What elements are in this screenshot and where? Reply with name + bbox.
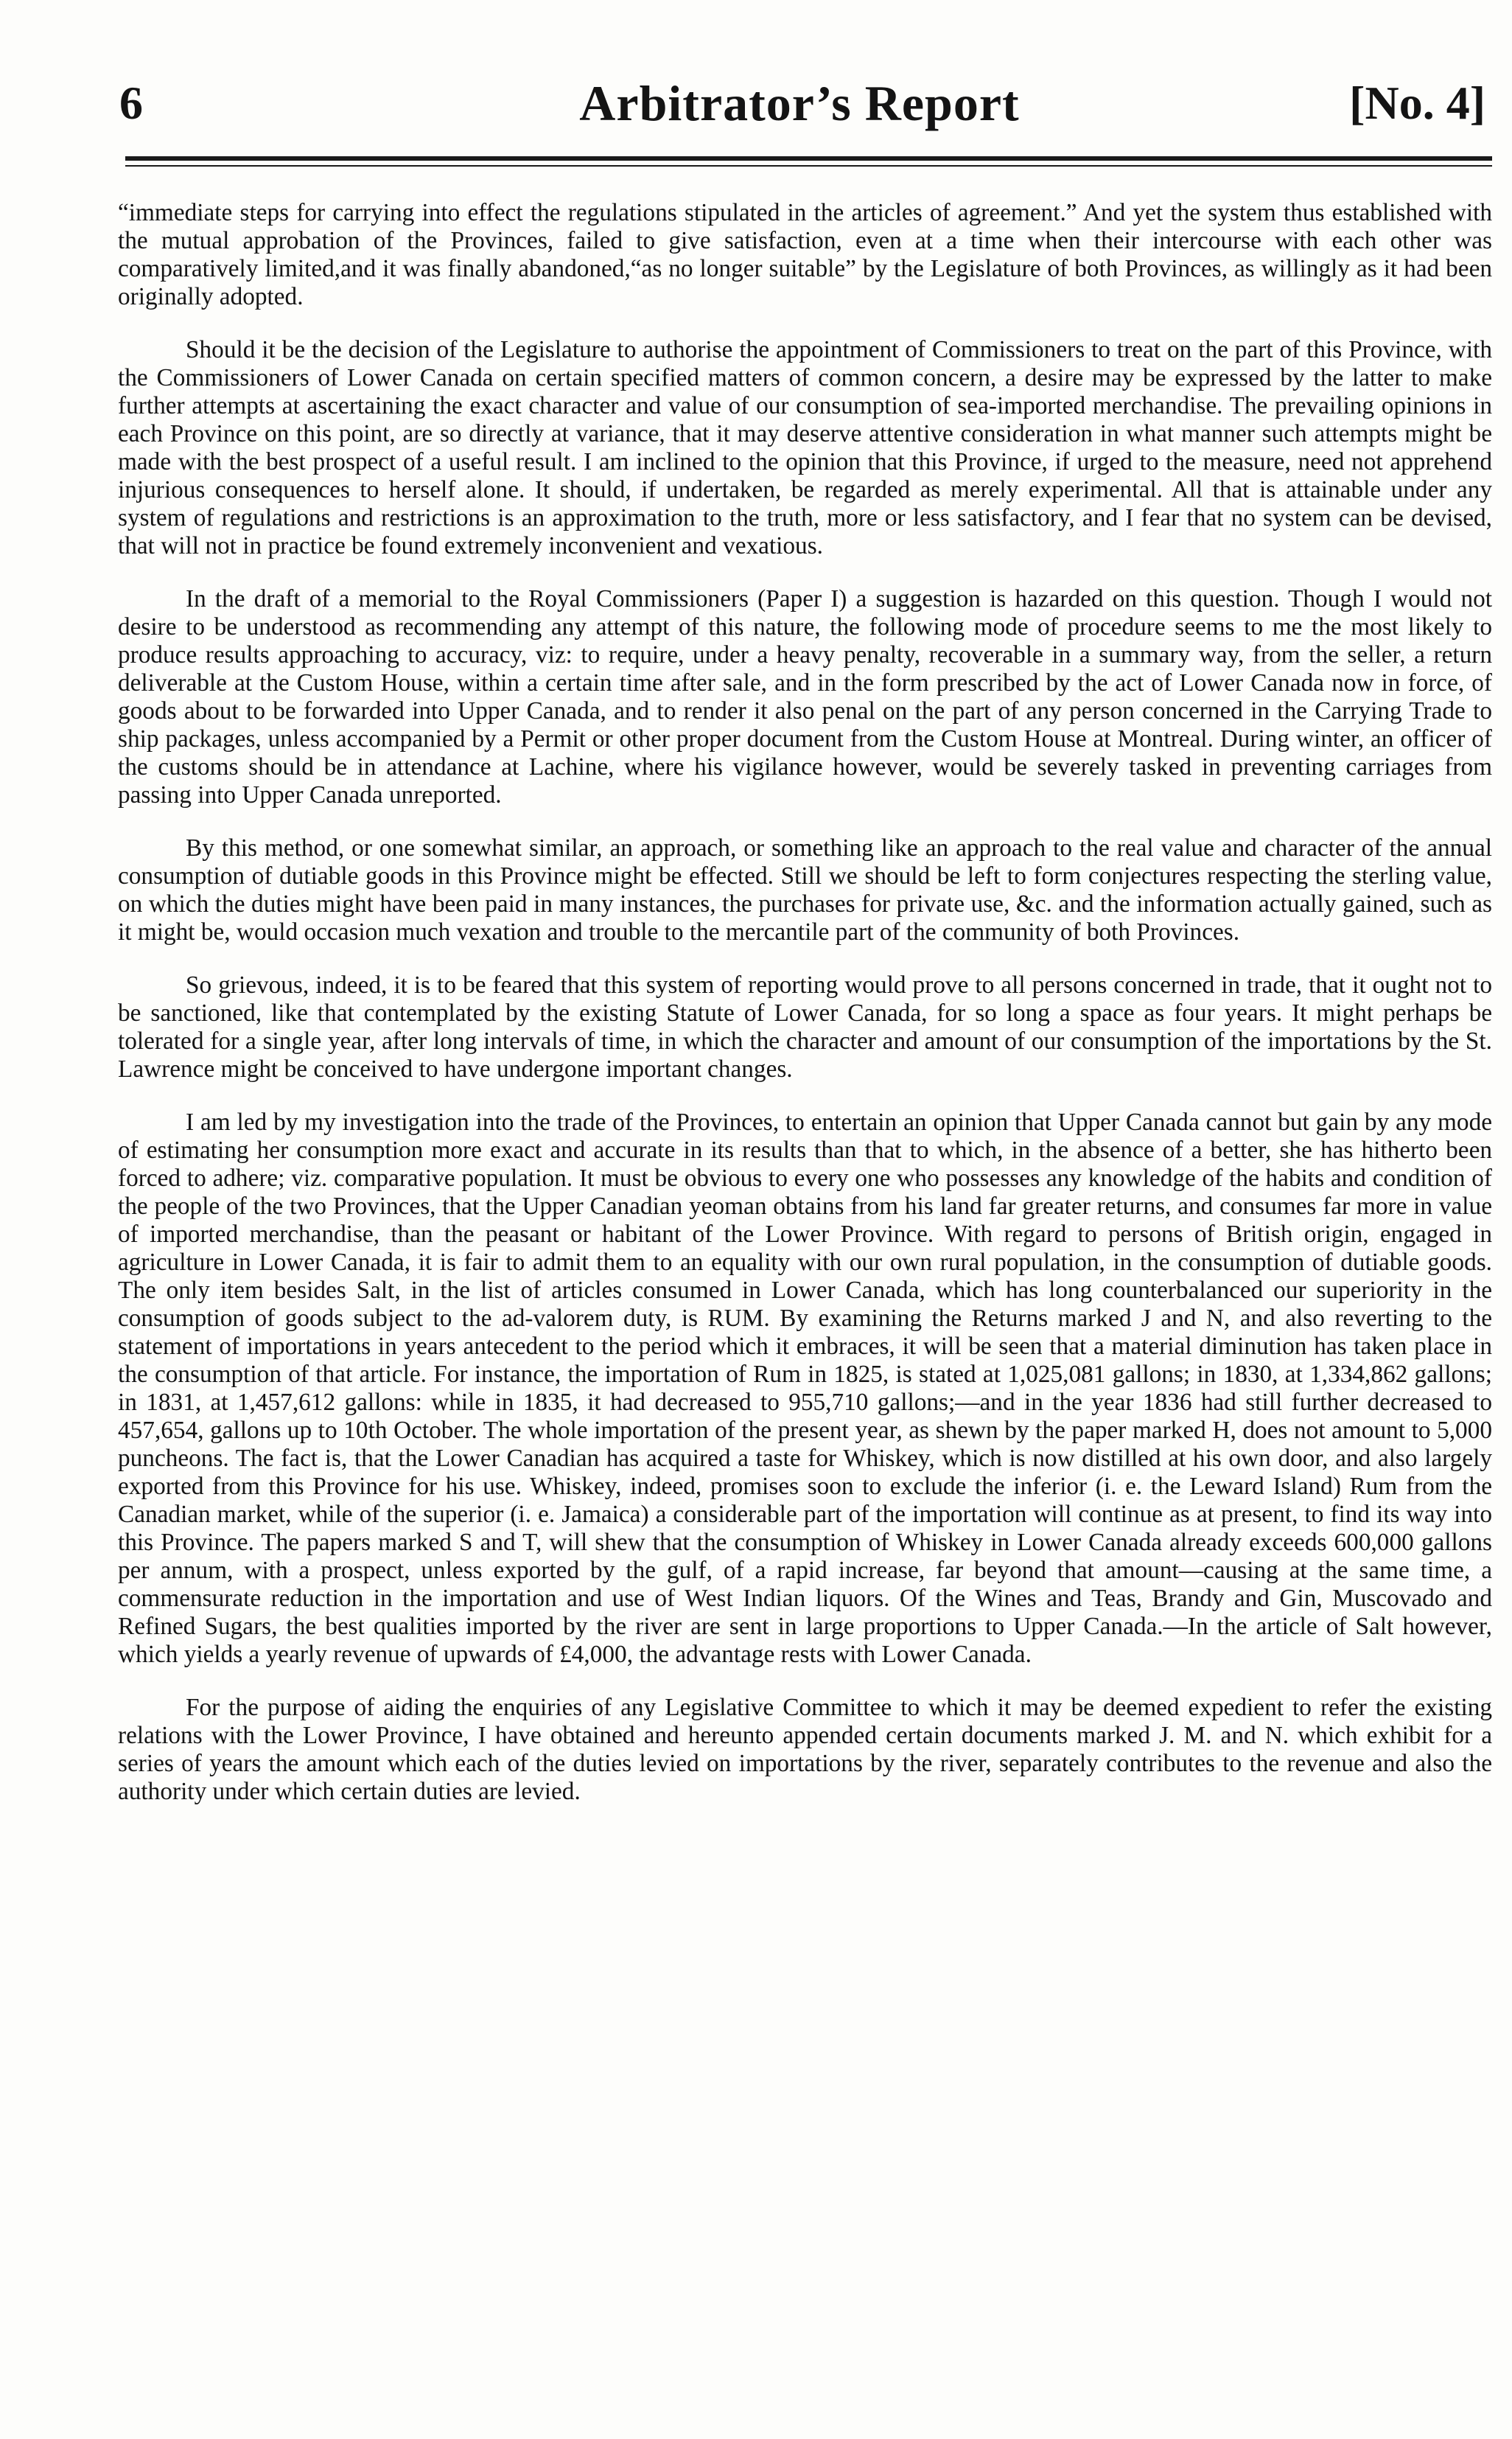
- paragraph: For the purpose of aiding the enquiries of any Legislative Committee to which it may be deemed expedient to refer the existing relations with the Lower Province, I have obtained and hereunto appended certain documents marked J. M. and N. which exhibit for a series of years the amount which each of the duties levied on importations by the river, separately contributes to the revenue and also the authority under which certain duties are levied.: [118, 1694, 1492, 1805]
- paragraph: I am led by my investigation into the trade of the Provinces, to entertain an opinion that Upper Canada cannot but gain by any mode of estimating her consumption more exact and accurate in its results than that to which, in the absence of a better, she has hitherto been forced to adhere; viz. comparative population. It must be obvious to every one who possesses any knowledge of the habits and condition of the people of the two Provinces, that the Upper Canadian yeoman obtains from his land far greater returns, and consumes far more in value of imported merchandise, than the peasant or habitant of the Lower Province. With regard to persons of British origin, engaged in agriculture in Lower Canada, it is fair to admit them to an equality with our own rural population, in the consumption of dutiable goods. The only item besides Salt, in the list of articles consumed in Lower Canada, which has long counterbalanced our superiority in the consumption of goods subject to the ad-valorem duty, is RUM. By examining the Returns marked J and N, and also reverting to the statement of importations in years antecedent to the period which it embraces, it will be seen that a material diminution has taken place in the consumption of that article. For instance, the importation of Rum in 1825, is stated at 1,025,081 gallons; in 1830, at 1,334,862 gallons; in 1831, at 1,457,612 gallons: while in 1835, it had decreased to 955,710 gallons;—and in the year 1836 had still further decreased to 457,654, gallons up to 10th October. The whole importation of the present year, as shewn by the paper marked H, does not amount to 5,000 puncheons. The fact is, that the Lower Canadian has acquired a taste for Whiskey, which is now distilled at his own door, and also largely exported from this Province for his use. Whiskey, indeed, promises soon to exclude the inferior (i. e. the Leward Island) Rum from the Canadian market, while of the superior (i. e. Jamaica) a considerable part of the importation will continue as at present, to find its way into this Province. The papers marked S and T, will shew that the consumption of Whiskey in Lower Canada already exceeds 600,000 gallons per annum, with a prospect, unless exported by the gulf, of a rapid increase, far beyond that amount—causing at the same time, a commensurate reduction in the importation and use of West Indian liquors. Of the Wines and Teas, Brandy and Gin, Muscovado and Refined Sugars, the best qualities imported by the river are sent in large proportions to Upper Canada.—In the article of Salt however, which yields a yearly revenue of upwards of £4,000, the advantage rests with Lower Canada.: [118, 1109, 1492, 1668]
- paragraph: In the draft of a memorial to the Royal Commissioners (Paper I) a suggestion is hazarded on this question. Though I would not desire to be understood as recommending any attempt of this nature, the following mode of procedure seems to me the most likely to produce results approaching to accuracy, viz: to require, under a heavy penalty, recoverable in a summary way, from the seller, a return deliverable at the Custom House, within a certain time after sale, and in the form prescribed by the act of Lower Canada now in force, of goods about to be forwarded into Upper Canada, and to render it also penal on the part of any person concerned in the Carrying Trade to ship packages, unless accompanied by a Permit or other proper document from the Custom House at Montreal. During winter, an officer of the customs should be in attendance at Lachine, where his vigilance however, would be severely tasked in preventing carriages from passing into Upper Canada unreported.: [118, 585, 1492, 809]
- paragraph: “immediate steps for carrying into effect the regulations stipulated in the articles of agreement.” And yet the system thus established with the mutual approbation of the Provinces, failed to give satisfaction, even at a time when their intercourse with each other was comparatively limited,and it was finally abandoned,“as no longer suitable” by the Legislature of both Provinces, as willingly as it had been originally adopted.: [118, 199, 1492, 310]
- header-rule-thin: [125, 165, 1492, 167]
- page-number: 6: [119, 77, 143, 129]
- paragraph: So grievous, indeed, it is to be feared that this system of reporting would prove to all persons concerned in trade, that it ought not to be sanctioned, like that contemplated by the existing Statute of Lower Canada, for so long a space as four years. It might perhaps be tolerated for a single year, after long intervals of time, in which the character and amount of our consumption of the importations by the St. Lawrence might be conceived to have undergone important changes.: [118, 971, 1492, 1083]
- body-text: [118, 199, 1492, 1806]
- header-rule-thick: [125, 156, 1492, 161]
- running-title: Arbitrator’s Report: [579, 75, 1020, 131]
- page-header: [111, 70, 1488, 136]
- paragraph: Should it be the decision of the Legislature to authorise the appointment of Commissioners to treat on the part of this Province, with the Commissioners of Lower Canada on certain specified matters of common concern, a desire may be expressed by the latter to make further attempts at ascertaining the exact character and value of our consumption of sea-imported merchandise. The prevailing opinions in each Province on this point, are so directly at variance, that it may deserve attentive consideration in what manner such attempts might be made with the best prospect of a useful result. I am inclined to the opinion that this Province, if urged to the measure, need not apprehend injurious consequences to herself alone. It should, if undertaken, be regarded as merely experimental. All that is attainable under any system of regulations and restrictions is an approximation to the truth, more or less satisfactory, and I fear that no system can be devised, that will not in practice be found extremely inconvenient and vexatious.: [118, 336, 1492, 559]
- paragraph: By this method, or one somewhat similar, an approach, or something like an approach to the real value and character of the annual consumption of dutiable goods in this Province might be effected. Still we should be left to form conjectures respecting the sterling value, on which the duties might have been paid in many instances, the purchases for private use, &c. and the information actually gained, such as it might be, would occasion much vexation and trouble to the mercantile part of the community of both Provinces.: [118, 834, 1492, 946]
- document-number: [No. 4]: [1349, 77, 1485, 129]
